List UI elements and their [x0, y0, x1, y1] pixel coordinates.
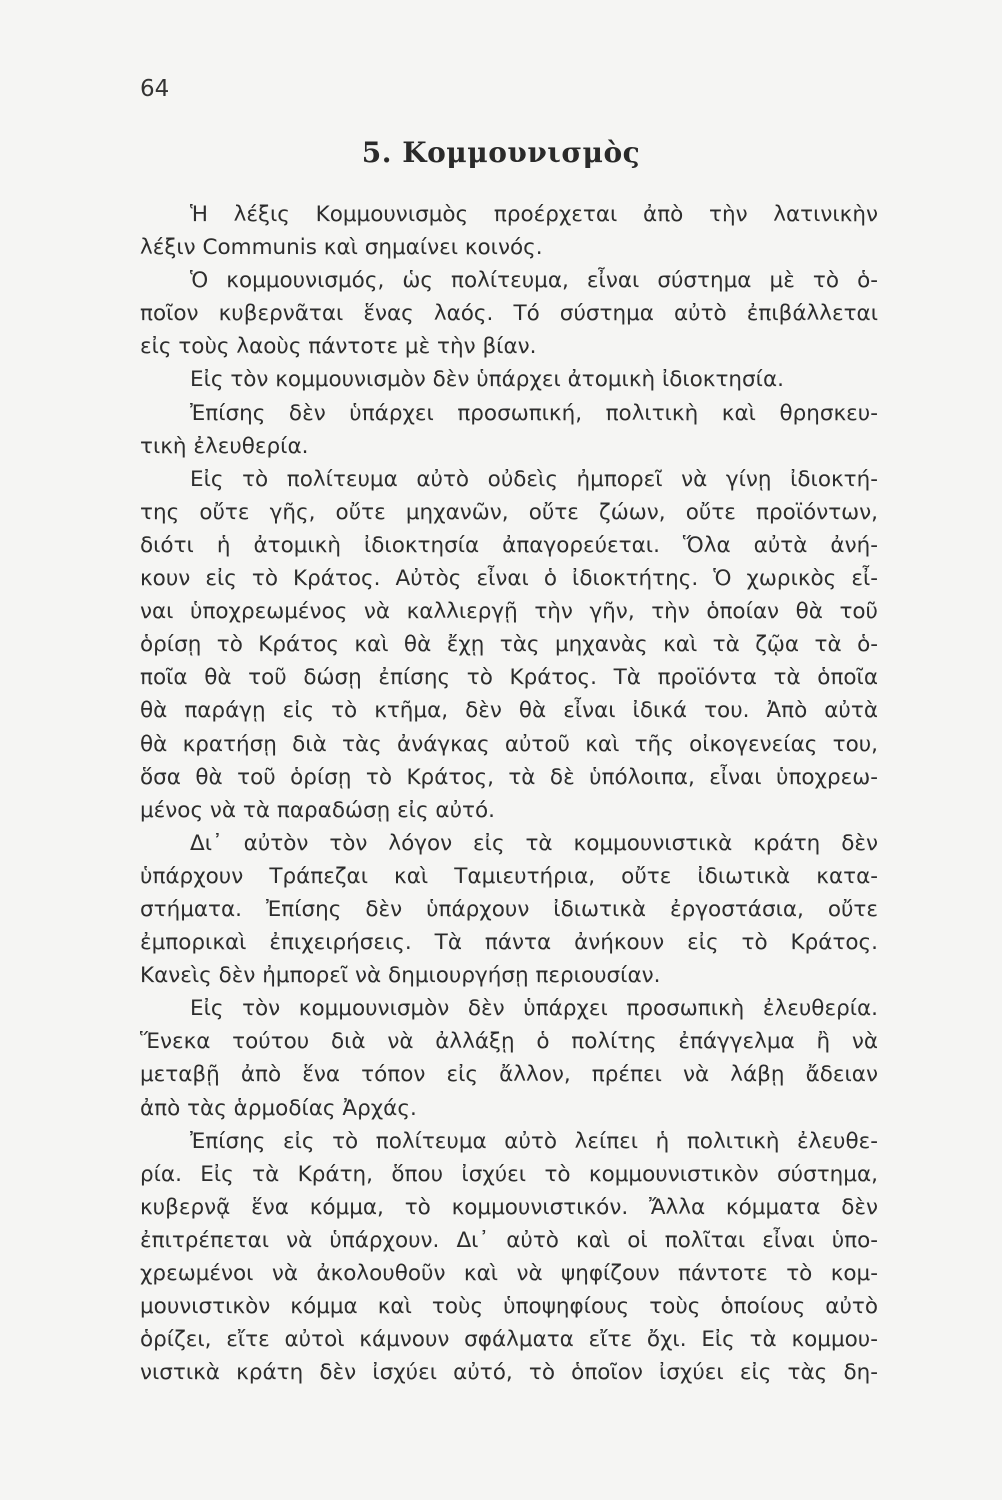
text-line: ναι ὑποχρεωμένος νὰ καλλιεργῇ τὴν γῆν, τὴν ὁποίαν θὰ τοῦ	[140, 599, 878, 625]
text-line: κουν εἰς τὸ Κράτος. Αὐτὸς εἶναι ὁ ἰδιοκτήτης. Ὁ χωρικὸς εἶ-	[140, 566, 878, 592]
text-line: στήματα. Ἐπίσης δὲν ὑπάρχουν ἰδιωτικὰ ἐργοστάσια, οὔτε	[140, 896, 878, 922]
text-line: ὅσα θὰ τοῦ ὁρίσῃ τὸ Κράτος, τὰ δὲ ὑπόλοιπα, εἶναι ὑποχρεω-	[140, 764, 878, 790]
text-line: ὁρίζει, εἴτε αὐτοὶ κάμνουν σφάλματα εἴτε ὄχι. Εἰς τὰ κομμου-	[140, 1327, 878, 1353]
body-text	[140, 198, 878, 1389]
text-line: Εἰς τὸ πολίτευμα αὐτὸ οὐδεὶς ἠμπορεῖ νὰ γίνῃ ἰδιοκτή-	[190, 466, 878, 492]
text-line: χρεωμένοι νὰ ἀκολουθοῦν καὶ νὰ ψηφίζουν πάντοτε τὸ κομ-	[140, 1261, 878, 1286]
text-line: τικὴ ἐλευθερία.	[140, 433, 309, 459]
text-line: Ἐπίσης εἰς τὸ πολίτευμα αὐτὸ λείπει ἡ πολιτικὴ ἐλευθε-	[190, 1128, 878, 1154]
text-line: ὁρίσῃ τὸ Κράτος καὶ θὰ ἔχῃ τὰς μηχανὰς καὶ τὰ ζῷα τὰ ὁ-	[140, 632, 878, 658]
text-line: λέξιν Communis καὶ σημαίνει κοινός.	[140, 235, 543, 261]
text-line: θὰ παράγῃ εἰς τὸ κτῆμα, δὲν θὰ εἶναι ἰδικά του. Ἀπὸ αὐτὰ	[140, 698, 878, 724]
text-line: Ἕνεκα τούτου διὰ νὰ ἀλλάξῃ ὁ πολίτης ἐπάγγελμα ἢ νὰ	[140, 1029, 878, 1055]
text-line: Ἐπίσης δὲν ὑπάρχει προσωπική, πολιτικὴ καὶ θρησκευ-	[190, 400, 878, 426]
text-line: ἐπιτρέπεται νὰ ὑπάρχουν. Δι᾿ αὐτὸ καὶ οἱ πολῖται εἶναι ὑπο-	[140, 1227, 878, 1253]
text-line: μεταβῇ ἀπὸ ἕνα τόπον εἰς ἄλλον, πρέπει νὰ λάβῃ ἄδειαν	[140, 1062, 878, 1088]
text-line: εἰς τοὺς λαοὺς πάντοτε μὲ τὴν βίαν.	[140, 334, 537, 360]
text-line: της οὔτε γῆς, οὔτε μηχανῶν, οὔτε ζώων, οὔτε προϊόντων,	[140, 499, 878, 525]
text-line: θὰ κρατήσῃ διὰ τὰς ἀνάγκας αὐτοῦ καὶ τῆς οἰκογενείας του,	[140, 731, 878, 757]
text-line: Εἰς τὸν κομμουνισμὸν δὲν ὑπάρχει ἀτομικὴ ἰδιοκτησία.	[190, 367, 784, 393]
page-number: 64	[140, 76, 170, 102]
text-line: ποῖα θὰ τοῦ δώσῃ ἐπίσης τὸ Κράτος. Τὰ προϊόντα τὰ ὁποῖα	[140, 665, 878, 691]
text-line: ποῖον κυβερνᾶται ἕνας λαός. Τό σύστημα αὐτὸ ἐπιβάλλεται	[140, 301, 878, 327]
text-line: μουνιστικὸν κόμμα καὶ τοὺς ὑποψηφίους τοὺς ὁποίους αὐτὸ	[140, 1294, 878, 1320]
chapter-title: 5. Κομμουνισμὸς	[361, 136, 641, 169]
text-line: διότι ἡ ἀτομικὴ ἰδιοκτησία ἀπαγορεύεται. Ὅλα αὐτὰ ἀνή-	[140, 532, 878, 558]
text-line: Ὁ κομμουνισμός, ὡς πολίτευμα, εἶναι σύστημα μὲ τὸ ὁ-	[190, 268, 878, 294]
text-line: ρία. Εἰς τὰ Κράτη, ὅπου ἰσχύει τὸ κομμουνιστικὸν σύστημα,	[140, 1161, 878, 1187]
text-line: μένος νὰ τὰ παραδώσῃ εἰς αὐτό.	[140, 797, 495, 823]
text-line: Δι᾿ αὐτὸν τὸν λόγον εἰς τὰ κομμουνιστικὰ κράτη δὲν	[190, 830, 878, 856]
text-line: κυβερνᾷ ἕνα κόμμα, τὸ κομμουνιστικόν. Ἄλλα κόμματα δὲν	[140, 1194, 878, 1220]
text-line: Κανεὶς δὲν ἠμπορεῖ νὰ δημιουργήσῃ περιουσίαν.	[140, 963, 661, 989]
text-line: ἐμπορικαὶ ἐπιχειρήσεις. Τὰ πάντα ἀνήκουν εἰς τὸ Κράτος.	[140, 930, 878, 956]
text-line: Ἡ λέξις Κομμουνισμὸς προέρχεται ἀπὸ τὴν λατινικὴν	[190, 202, 878, 227]
text-line: νιστικὰ κράτη δὲν ἰσχύει αὐτό, τὸ ὁποῖον ἰσχύει εἰς τὰς δη-	[140, 1360, 878, 1386]
text-line: ἀπὸ τὰς ἁρμοδίας Ἀρχάς.	[140, 1095, 417, 1121]
text-line: Εἰς τὸν κομμουνισμὸν δὲν ὑπάρχει προσωπικὴ ἐλευθερία.	[190, 996, 878, 1022]
text-line: ὑπάρχουν Τράπεζαι καὶ Ταμιευτήρια, οὔτε ἰδιωτικὰ κατα-	[140, 863, 878, 889]
